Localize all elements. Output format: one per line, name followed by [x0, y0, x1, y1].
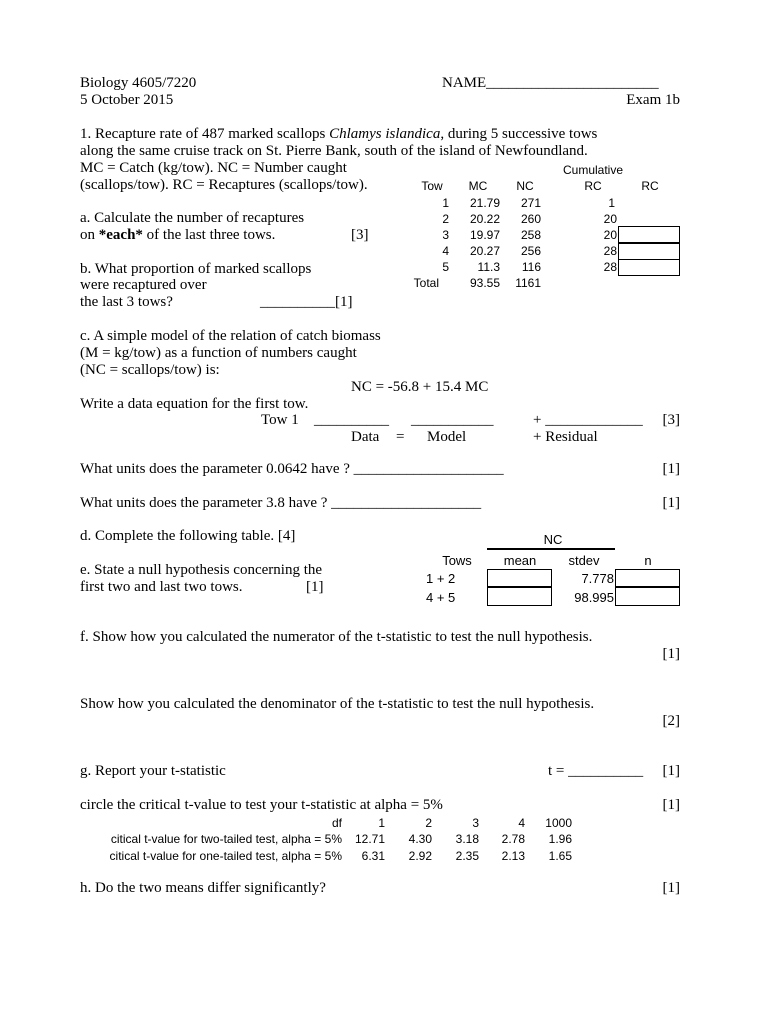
n-answer-box[interactable] — [615, 569, 680, 587]
df-cell: 1000 — [545, 816, 572, 830]
qg-circle-points: [1] — [662, 797, 680, 813]
qc-instruction: Write a data equation for the first tow. — [80, 396, 309, 412]
species-name: Chlamys islandica — [329, 126, 441, 142]
cum-rc-cell: 1 — [608, 196, 615, 210]
mc-cell: 19.97 — [469, 228, 500, 242]
qb-answer-blank[interactable]: __________[1] — [260, 294, 353, 310]
cum-rc-header: RC — [584, 179, 602, 193]
one-tailed-label: citical t-value for one-tailed test, alpha = 5% — [109, 849, 342, 863]
tow-cell: 2 — [442, 212, 449, 226]
model-equation: NC = -56.8 + 15.4 MC — [351, 379, 489, 395]
tows-header: Tows — [442, 553, 472, 568]
mean-header: mean — [503, 553, 537, 568]
df-cell: 1 — [378, 816, 385, 830]
mc-cell: 11.3 — [477, 260, 500, 274]
qa-line2: on *each* of the last three tows. — [80, 227, 276, 243]
nc-cell: 258 — [520, 228, 541, 242]
name-field[interactable] — [442, 75, 659, 92]
q1-intro-line3: MC = Catch (kg/tow). NC = Number caught — [80, 160, 347, 176]
stdev-cell: 7.778 — [581, 571, 614, 586]
mean-answer-box[interactable] — [487, 587, 552, 606]
q1-intro-line2: along the same cruise track on St. Pierre Bank, south of the island of Newfoundland. — [80, 143, 588, 159]
df-cell: 3 — [472, 816, 479, 830]
model-blank[interactable]: ___________ — [411, 412, 494, 428]
name-label: NAME — [442, 75, 487, 91]
nc-cell: 271 — [520, 196, 541, 210]
qf-numerator-points: [1] — [662, 646, 680, 662]
data-label: Data — [351, 429, 380, 445]
nc-group-header: NC — [543, 532, 563, 547]
units2-points: [1] — [662, 495, 680, 511]
rc-answer-box-tow3[interactable] — [618, 226, 680, 243]
mc-cell: 20.27 — [469, 244, 500, 258]
stdev-header: stdev — [568, 553, 600, 568]
q1-intro-line1: 1. Recapture rate of 487 marked scallops Chlamys islandica, during 5 successive tows — [80, 126, 598, 142]
qb-line1: b. What proportion of marked scallops — [80, 261, 312, 277]
critical-value[interactable]: 2.92 — [408, 849, 432, 863]
tows-cell: 4 + 5 — [426, 590, 456, 605]
n-answer-box[interactable] — [615, 587, 680, 606]
mean-answer-box[interactable] — [487, 569, 552, 587]
residual-blank[interactable]: + _____________ — [533, 412, 643, 428]
tow-header: Tow — [421, 179, 443, 193]
critical-value[interactable]: 2.13 — [501, 849, 525, 863]
rc-answer-box-tow4[interactable] — [618, 243, 680, 260]
qf-denominator: Show how you calculated the denominator of the t-statistic to test the null hypothesis. — [80, 696, 595, 712]
nc-cell: 260 — [520, 212, 541, 226]
data-blank[interactable]: __________ — [314, 412, 389, 428]
nc-cell: 256 — [520, 244, 541, 258]
critical-value[interactable]: 2.35 — [455, 849, 479, 863]
cumulative-header: Cumulative — [562, 163, 624, 177]
df-label: df — [331, 816, 342, 830]
mc-cell: 20.22 — [469, 212, 500, 226]
two-tailed-label: citical t-value for two-tailed test, alpha = 5% — [110, 832, 342, 846]
tow-cell: 3 — [442, 228, 449, 242]
emphasis-each: *each* — [98, 227, 143, 243]
nc-group-rule — [487, 548, 615, 550]
qh-text: h. Do the two means differ significantly? — [80, 880, 326, 896]
equals-sign: = — [396, 429, 405, 445]
exam-label: Exam 1b — [626, 92, 680, 108]
qe-line2: first two and last two tows. — [80, 579, 243, 595]
cum-rc-cell: 28 — [603, 260, 617, 274]
course-code: Biology 4605/7220 — [80, 75, 197, 91]
qf-denominator-points: [2] — [662, 713, 680, 729]
mc-header: MC — [468, 179, 488, 193]
qc-points: [3] — [662, 412, 680, 428]
qd-text: d. Complete the following table. [4] — [80, 528, 296, 544]
qc-line3: (NC = scallops/tow) is: — [80, 362, 220, 378]
qe-line1: e. State a null hypothesis concerning the — [80, 562, 323, 578]
critical-value[interactable]: 1.96 — [548, 832, 572, 846]
qb-line2: were recaptured over — [80, 277, 207, 293]
t-statistic-blank[interactable]: t = __________ — [548, 763, 644, 779]
name-blank[interactable]: _______________________ — [486, 75, 659, 91]
qa-points: [3] — [351, 227, 369, 243]
units-question-2[interactable]: What units does the parameter 3.8 have ? ____________________ — [80, 495, 482, 511]
stdev-cell: 98.995 — [574, 590, 614, 605]
tow-cell: 4 — [442, 244, 449, 258]
critical-value[interactable]: 12.71 — [354, 832, 385, 846]
q1-intro-line4: (scallops/tow). RC = Recaptures (scallops/tow). — [80, 177, 368, 193]
qb-line3: the last 3 tows? — [80, 294, 173, 310]
rc-header: RC — [641, 179, 659, 193]
qc-line2: (M = kg/tow) as a function of numbers caught — [80, 345, 357, 361]
tow-cell: 1 — [442, 196, 449, 210]
cum-rc-cell: 20 — [603, 228, 617, 242]
critical-value[interactable]: 2.78 — [501, 832, 525, 846]
qe-points: [1] — [306, 579, 324, 595]
total-label: Total — [413, 276, 439, 290]
cum-rc-cell: 28 — [603, 244, 617, 258]
critical-value[interactable]: 6.31 — [361, 849, 385, 863]
critical-value[interactable]: 4.30 — [408, 832, 432, 846]
tows-cell: 1 + 2 — [426, 571, 456, 586]
qc-line1: c. A simple model of the relation of catch biomass — [80, 328, 381, 344]
nc-cell: 116 — [521, 260, 541, 274]
units-question-1[interactable]: What units does the parameter 0.0642 have ? ____________________ — [80, 461, 504, 477]
df-cell: 2 — [425, 816, 432, 830]
tow-cell: 5 — [442, 260, 449, 274]
nc-header: NC — [516, 179, 534, 193]
nc-total: 1161 — [515, 276, 541, 290]
exam-date: 5 October 2015 — [80, 92, 174, 108]
qf-numerator: f. Show how you calculated the numerator of the t-statistic to test the null hypothesis. — [80, 629, 593, 645]
units1-points: [1] — [662, 461, 680, 477]
qg-points: [1] — [662, 763, 680, 779]
qg-circle-instruction: circle the critical t-value to test your t-statistic at alpha = 5% — [80, 797, 443, 813]
qg-text: g. Report your t-statistic — [80, 763, 226, 779]
rc-answer-box-tow5[interactable] — [618, 259, 680, 276]
model-label: Model — [427, 429, 467, 445]
cum-rc-cell: 20 — [603, 212, 617, 226]
df-cell: 4 — [518, 816, 525, 830]
mc-total: 93.55 — [469, 276, 500, 290]
qh-points: [1] — [662, 880, 680, 896]
tow1-label: Tow 1 — [261, 412, 299, 428]
critical-value[interactable]: 3.18 — [455, 832, 479, 846]
mc-cell: 21.79 — [469, 196, 500, 210]
qa-line1: a. Calculate the number of recaptures — [80, 210, 305, 226]
critical-value[interactable]: 1.65 — [548, 849, 572, 863]
residual-label: + Residual — [533, 429, 598, 445]
n-header: n — [644, 553, 652, 568]
